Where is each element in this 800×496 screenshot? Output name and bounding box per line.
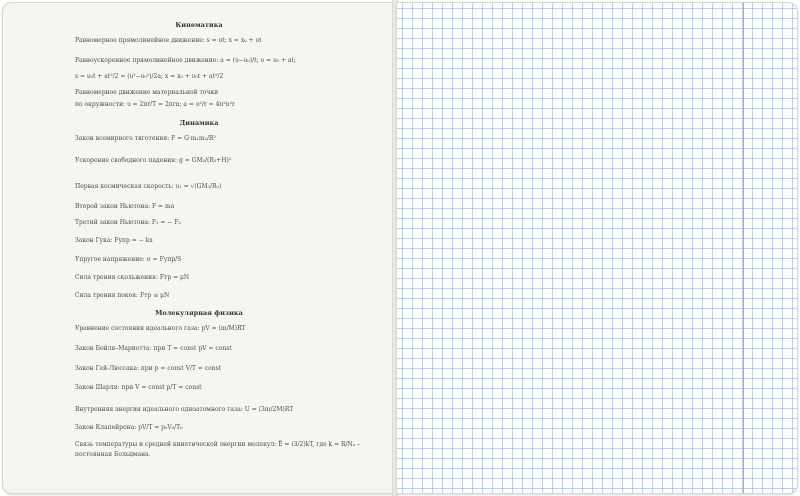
formula-line: Закон всемирного тяготения: F = G·m₁m₂/R²: [75, 135, 216, 142]
left-page: [2, 2, 396, 494]
formula-line: Связь температуры и средней кинетической энергии молекул: Ē = (3/2)kT, где k = R/Nₐ –: [75, 441, 361, 448]
formula-line: Закон Клапейрона: pV/T = p₀V₀/T₀: [75, 424, 183, 431]
formula-line: s = υ₀t + at²/2 = (υ²−υ₀²)/2a; x = x₀ + υ₀t + at²/2: [75, 73, 224, 80]
section-title-dynamics: Динамика: [179, 119, 219, 127]
formula-line: Равноускоренное прямолинейное движение: a = (υ−υ₀)/t; υ = υ₀ + at;: [75, 57, 296, 64]
formula-line: Закон Бойля–Мариотта: при T = const pV = const: [75, 345, 232, 352]
formula-line: Уравнение состояния идеального газа: pV = (m/M)RT: [75, 325, 246, 332]
formula-line: Равномерное прямолинейное движение: s = υt; x = x₀ + υt: [75, 37, 262, 44]
formula-line: Ускорение свободного падения: g = GM₃/(R₃+H)²: [75, 157, 232, 164]
formula-line: Закон Гей-Люссака: при p = const V/T = const: [75, 365, 222, 372]
formula-line: по окружности: υ = 2πr/T = 2πrn; a = υ²/r = 4π²n²r: [75, 101, 235, 108]
formula-line: Второй закон Ньютона: F = ma: [75, 203, 175, 210]
formula-line: Равномерное движение материальной точки: [75, 89, 219, 96]
right-page-grid: [396, 2, 798, 494]
formula-line: Внутренняя энергия идеального одноатомного газа: U = (3m/2M)RT: [75, 406, 294, 413]
formula-line: Закон Шарля: при V = const p/T = const: [75, 384, 202, 391]
formula-line: Сила трения скольжения: Fтр = μN: [75, 274, 190, 281]
formula-line: Первая космическая скорость: υ₁ = √(GM₃/R₃): [75, 183, 222, 190]
section-title-molecular: Молекулярная физика: [155, 309, 243, 317]
formula-line: Упругое напряжение: σ = Fупр/S: [75, 256, 182, 263]
formula-line: Сила трения покоя: Fтр ≤ μN: [75, 292, 170, 299]
formula-line: постоянная Больцмана.: [75, 451, 151, 458]
formula-sheet: [3, 3, 395, 493]
formula-line: Закон Гука: Fупр = − kx: [75, 237, 153, 244]
formula-line: Третий закон Ньютона: F₁ = − F₂: [75, 219, 181, 226]
margin-line: [743, 3, 744, 493]
section-title-kinematics: Кинематика: [175, 21, 223, 29]
